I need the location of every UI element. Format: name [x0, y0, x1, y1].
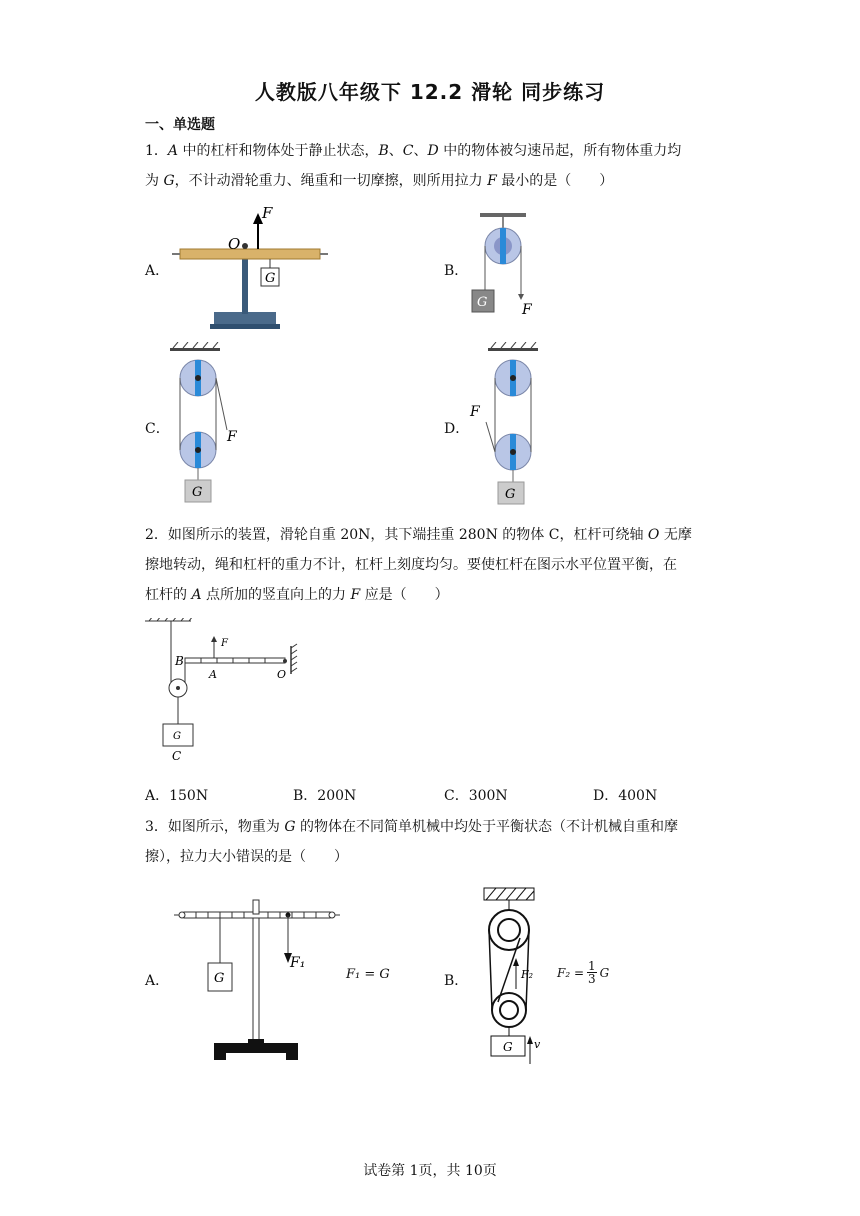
q1a-pivot-label: O [228, 235, 241, 253]
q2-option-a[interactable]: A．150N [145, 788, 209, 804]
q2-option-d[interactable]: D．400N [593, 788, 658, 804]
q2-point-b-label: B [175, 654, 184, 668]
question-2-text: 2．如图所示的装置，滑轮自重 20N，其下端挂重 280N 的物体 C，杠杆可绕轴 O 无摩 擦地转动，绳和杠杆的重力不计，杠杆上刻度均匀。要使杠杆在图示水平位置平衡，在 杠杆的 A 点所加的竖直向上的力 F 应是（ ） [145, 527, 692, 603]
q3a-force-label: F₁ [290, 955, 306, 971]
q2-object-c-label: C [172, 749, 182, 763]
q1a-weight-label: G [265, 271, 276, 286]
q1b-force-label: F [522, 302, 532, 318]
q3-figure-a-lever [172, 897, 340, 1062]
q1-figure-c-pulley-block [165, 342, 250, 507]
q1-figure-d-pulley-block [468, 342, 553, 507]
q1c-weight-label: G [192, 485, 203, 500]
q1d-weight-label: G [505, 487, 516, 502]
q1d-force-label: F [470, 404, 480, 420]
q1c-force-label: F [227, 429, 237, 445]
q2-point-o-label: O [277, 668, 287, 681]
q3b-formula: F₂ = $\frac{1}{3}$ G [557, 959, 610, 986]
page-footer: 试卷第 1页，共 10页 [363, 1163, 497, 1179]
q2-point-a-label: A [209, 668, 217, 681]
q2-option-b[interactable]: B．200N [293, 788, 357, 804]
q1a-force-label: F [262, 204, 273, 222]
q2-weight-label: G [173, 731, 181, 742]
question-3-text: 3．如图所示，物重为 G 的物体在不同简单机械中均处于平衡状态（不计机械自重和摩 擦），拉力大小错误的是（ ） [145, 819, 678, 865]
q1-option-b-label[interactable]: B． [444, 263, 469, 279]
q1-option-d-label[interactable]: D． [444, 421, 470, 437]
page-title: 人教版八年级下 12.2 滑轮 同步练习 [254, 80, 606, 104]
q3-figure-b-pulley-block [478, 886, 548, 1066]
q3b-weight-label: G [503, 1040, 513, 1054]
q3a-weight-label: G [214, 971, 225, 986]
q1-option-a-label[interactable]: A． [145, 263, 170, 279]
q2-force-label: F [221, 638, 228, 649]
q2-figure-lever-pulley [145, 618, 305, 768]
q1b-weight-label: G [477, 295, 488, 310]
section-heading: 一、单选题 [145, 117, 215, 133]
q3b-force-label: F₂ [521, 968, 534, 981]
q1-figure-a-lever [168, 200, 328, 335]
q3-option-a-label[interactable]: A． [145, 973, 170, 989]
q2-option-c[interactable]: C．300N [444, 788, 508, 804]
q1-figure-b-fixed-pulley [470, 210, 550, 320]
q3b-velocity-label: v [534, 1038, 541, 1051]
q3-option-b-label[interactable]: B． [444, 973, 469, 989]
q3a-formula: F₁ = G [346, 967, 390, 982]
q1-option-c-label[interactable]: C． [145, 421, 170, 437]
question-1-text: 1．A 中的杠杆和物体处于静止状态，B、C、D 中的物体被匀速吊起，所有物体重力均 为 G，不计动滑轮重力、绳重和一切摩擦，则所用拉力 F 最小的是（ ） [145, 143, 682, 189]
